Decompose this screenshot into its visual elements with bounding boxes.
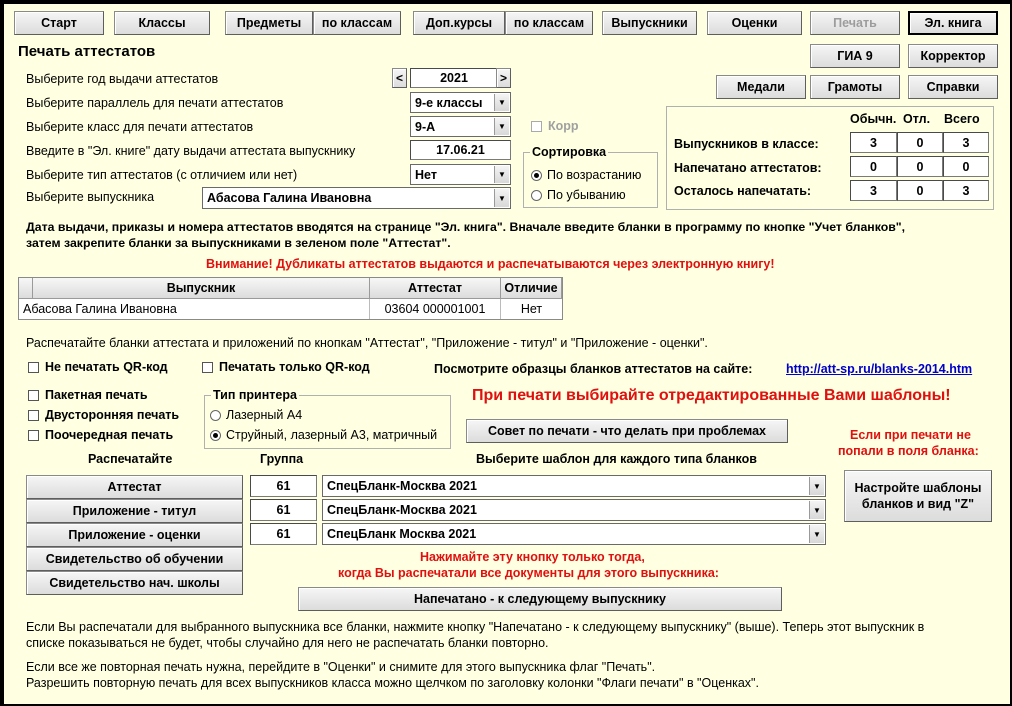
graduate-value: Абасова Галина Ивановна — [207, 191, 372, 205]
only-qr-label: Печатать только QR-код — [219, 360, 370, 374]
printed-next-graduate-button[interactable]: Напечатано - к следующему выпускнику — [298, 587, 782, 611]
certificates-button[interactable]: Справки — [908, 75, 998, 99]
inkjet-label: Струйный, лазерный А3, матричный — [226, 428, 438, 442]
sequential-print-label: Поочередная печать — [45, 428, 174, 442]
graduate-label: Выберите выпускника — [26, 190, 155, 204]
grades-appendix-template-combo[interactable] — [322, 523, 826, 545]
page-title: Печать аттестатов — [18, 43, 156, 60]
title-appendix-template-combo[interactable] — [322, 499, 826, 521]
misaligned-note-1: Если при печати не — [850, 428, 971, 442]
issue-date-field[interactable]: 17.06.21 — [410, 140, 511, 160]
grid-header-certificate[interactable]: Аттестат — [370, 278, 501, 299]
grid-cell-honors[interactable]: Нет — [520, 302, 543, 316]
class-combo[interactable] — [410, 116, 511, 137]
checkbox-icon — [28, 390, 39, 401]
sort-asc-label: По возрастанию — [547, 168, 642, 182]
year-field[interactable]: 2021 — [410, 68, 498, 88]
stats-printed-honors: 0 — [897, 156, 943, 177]
grid-header-honors[interactable]: Отличие — [501, 278, 562, 299]
training-certificate-button[interactable]: Свидетельство об обучении — [26, 547, 243, 571]
checkbox-icon — [28, 430, 39, 441]
no-qr-checkbox[interactable] — [28, 360, 168, 374]
dropdown-arrow-icon[interactable]: ▼ — [494, 94, 509, 111]
checkbox-icon — [28, 362, 39, 373]
no-qr-label: Не печатать QR-код — [45, 360, 168, 374]
korr-checkbox[interactable] — [531, 119, 579, 133]
graduates-button[interactable]: Выпускники — [602, 11, 697, 35]
duplex-print-checkbox[interactable] — [28, 408, 179, 422]
medals-button[interactable]: Медали — [716, 75, 806, 99]
title-appendix-group-field[interactable]: 61 — [250, 499, 317, 521]
next-note-1: Нажимайте эту кнопку только тогда, — [420, 550, 645, 564]
ebook-button[interactable]: Эл. книга — [908, 11, 998, 35]
stats-label-printed: Напечатано аттестатов: — [674, 161, 822, 175]
batch-print-label: Пакетная печать — [45, 388, 148, 402]
parallel-value: 9-е классы — [415, 95, 483, 110]
prev-year-button[interactable]: < — [392, 68, 407, 88]
certificate-template-value: СпецБланк-Москва 2021 — [327, 479, 477, 493]
stats-col-normal: Обычн. — [850, 112, 897, 126]
stats-label-remaining: Осталось напечатать: — [674, 184, 812, 198]
group-col-header: Группа — [260, 452, 304, 466]
parallel-label: Выберите параллель для печати аттестатов — [26, 96, 284, 110]
checkbox-icon — [202, 362, 213, 373]
stats-remaining-total: 3 — [943, 180, 989, 201]
sequential-print-checkbox[interactable] — [28, 428, 173, 442]
grades-button[interactable]: Оценки — [707, 11, 802, 35]
stats-graduates-total: 3 — [943, 132, 989, 153]
stats-printed-total: 0 — [943, 156, 989, 177]
batch-print-checkbox[interactable] — [28, 388, 148, 402]
diplomas-button[interactable]: Грамоты — [810, 75, 900, 99]
samples-link[interactable]: http://att-sp.ru/blanks-2014.htm — [786, 362, 973, 376]
print-grades-appendix-button[interactable]: Приложение - оценки — [26, 523, 243, 547]
duplicate-warning: Внимание! Дубликаты аттестатов выдаются и распечатываются через электронную книгу! — [206, 257, 775, 271]
grades-appendix-group-field[interactable]: 61 — [250, 523, 317, 545]
type-label: Выберите тип аттестатов (с отличием или нет) — [26, 168, 298, 182]
footer-line-1: Если Вы распечатали для выбранного выпускника все бланки, нажмите кнопку "Напечатано - к следующему выпускнику" (выше). Теперь этот выпускник в — [26, 620, 925, 634]
grid-cell-certificate[interactable]: 03604 000001001 — [370, 299, 501, 319]
dropdown-arrow-icon[interactable]: ▼ — [809, 477, 824, 495]
next-year-button[interactable]: > — [496, 68, 511, 88]
subjects-by-classes-button[interactable]: по классам — [313, 11, 401, 35]
year-label: Выберите год выдачи аттестатов — [26, 72, 219, 86]
stats-remaining-normal: 3 — [850, 180, 897, 201]
duplex-print-label: Двусторонняя печать — [45, 408, 180, 422]
footer-line-4: Разрешить повторную печать для всех выпускников класса можно щелчком по заголовку колонки "Флаги печати" в "Оценках". — [26, 676, 759, 690]
stats-col-honors: Отл. — [903, 112, 931, 126]
dropdown-arrow-icon[interactable]: ▼ — [494, 166, 509, 183]
misaligned-note-2: попали в поля бланка: — [838, 444, 979, 458]
primary-school-certificate-button[interactable]: Свидетельство нач. школы — [26, 571, 243, 595]
checkbox-icon — [531, 121, 542, 132]
class-label: Выберите класс для печати аттестатов — [26, 120, 254, 134]
laser-a4-label: Лазерный А4 — [226, 408, 303, 422]
sort-desc-radio[interactable] — [531, 188, 626, 202]
grid-header-graduate[interactable]: Выпускник — [33, 278, 370, 299]
print-certificate-button[interactable]: Аттестат — [26, 475, 243, 499]
radio-icon — [210, 410, 221, 421]
radio-icon — [531, 170, 542, 181]
dropdown-arrow-icon[interactable]: ▼ — [494, 118, 509, 135]
info-line-1: Дата выдачи, приказы и номера аттестатов вводятся на странице "Эл. книга". Вначале введите бланки в программу по кнопке "Учет бланков", — [26, 220, 906, 234]
grid-cell-graduate[interactable]: Абасова Галина Ивановна — [21, 299, 370, 319]
sort-asc-radio[interactable] — [531, 168, 641, 182]
dropdown-arrow-icon[interactable]: ▼ — [809, 501, 824, 519]
checkbox-icon — [28, 410, 39, 421]
subjects-button[interactable]: Предметы — [225, 11, 313, 35]
print-certificates-form — [4, 4, 1010, 704]
sort-desc-label: По убыванию — [547, 188, 626, 202]
graduate-combo[interactable] — [202, 187, 511, 209]
start-button[interactable]: Старт — [14, 11, 104, 35]
gia9-button[interactable]: ГИА 9 — [810, 44, 900, 68]
type-value: Нет — [415, 167, 437, 182]
print-button[interactable]: Печать — [810, 11, 900, 35]
grid-corner — [19, 278, 33, 299]
date-label: Введите в "Эл. книге" дату выдачи аттестата выпускнику — [26, 144, 356, 158]
grades-appendix-template-value: СпецБланк Москва 2021 — [327, 527, 477, 541]
next-note-2: когда Вы распечатали все документы для этого выпускника: — [338, 566, 719, 580]
print-advice-button[interactable]: Совет по печати - что делать при проблемах — [466, 419, 788, 443]
title-appendix-template-value: СпецБланк-Москва 2021 — [327, 503, 477, 517]
footer-line-3: Если все же повторная печать нужна, перейдите в "Оценки" и снимите для этого выпускника флаг "Печать". — [26, 660, 656, 674]
class-value: 9-А — [415, 119, 436, 134]
stats-graduates-honors: 0 — [897, 132, 943, 153]
print-title-appendix-button[interactable]: Приложение - титул — [26, 499, 243, 523]
dropdown-arrow-icon[interactable]: ▼ — [809, 525, 824, 543]
classes-button[interactable]: Классы — [114, 11, 210, 35]
template-col-header: Выберите шаблон для каждого типа бланков — [476, 452, 757, 466]
corrector-button[interactable]: Корректор — [908, 44, 998, 68]
print-col-header: Распечатайте — [88, 452, 173, 466]
samples-label: Посмотрите образцы бланков аттестатов на сайте: — [434, 362, 753, 376]
courses-by-classes-button[interactable]: по классам — [505, 11, 593, 35]
stats-label-graduates: Выпускников в классе: — [674, 137, 819, 151]
extra-courses-button[interactable]: Доп.курсы — [413, 11, 505, 35]
certificate-group-field[interactable]: 61 — [250, 475, 317, 497]
graduates-grid[interactable] — [18, 277, 563, 320]
stats-col-total: Всего — [944, 112, 980, 126]
certificate-template-combo[interactable] — [322, 475, 826, 497]
footer-line-2: списке показываться не будет, чтобы случайно для него не распечатать бланки повторно. — [26, 636, 549, 650]
templates-warning: При печати выбирайте отредактированные Вами шаблоны! — [472, 387, 951, 404]
sorting-caption: Сортировка — [532, 145, 607, 159]
laser-a4-radio[interactable] — [210, 408, 302, 422]
type-combo[interactable] — [410, 164, 511, 185]
stats-printed-normal: 0 — [850, 156, 897, 177]
info-line-2: затем закрепите бланки за выпускниками в зеленом поле "Аттестат". — [26, 236, 451, 250]
radio-icon — [531, 190, 542, 201]
setup-templates-button[interactable]: Настройте шаблоны бланков и вид "Z" — [844, 470, 992, 522]
printer-type-caption: Тип принтера — [213, 388, 297, 402]
dropdown-arrow-icon[interactable]: ▼ — [494, 189, 509, 207]
stats-graduates-normal: 3 — [850, 132, 897, 153]
stats-remaining-honors: 0 — [897, 180, 943, 201]
parallel-combo[interactable] — [410, 92, 511, 113]
korr-label: Корр — [548, 119, 579, 133]
only-qr-checkbox[interactable] — [202, 360, 370, 374]
radio-icon — [210, 430, 221, 441]
inkjet-radio[interactable] — [210, 428, 437, 442]
print-hint: Распечатайте бланки аттестата и приложений по кнопкам "Аттестат", "Приложение - титул" и "Приложение - оценки". — [26, 336, 708, 350]
